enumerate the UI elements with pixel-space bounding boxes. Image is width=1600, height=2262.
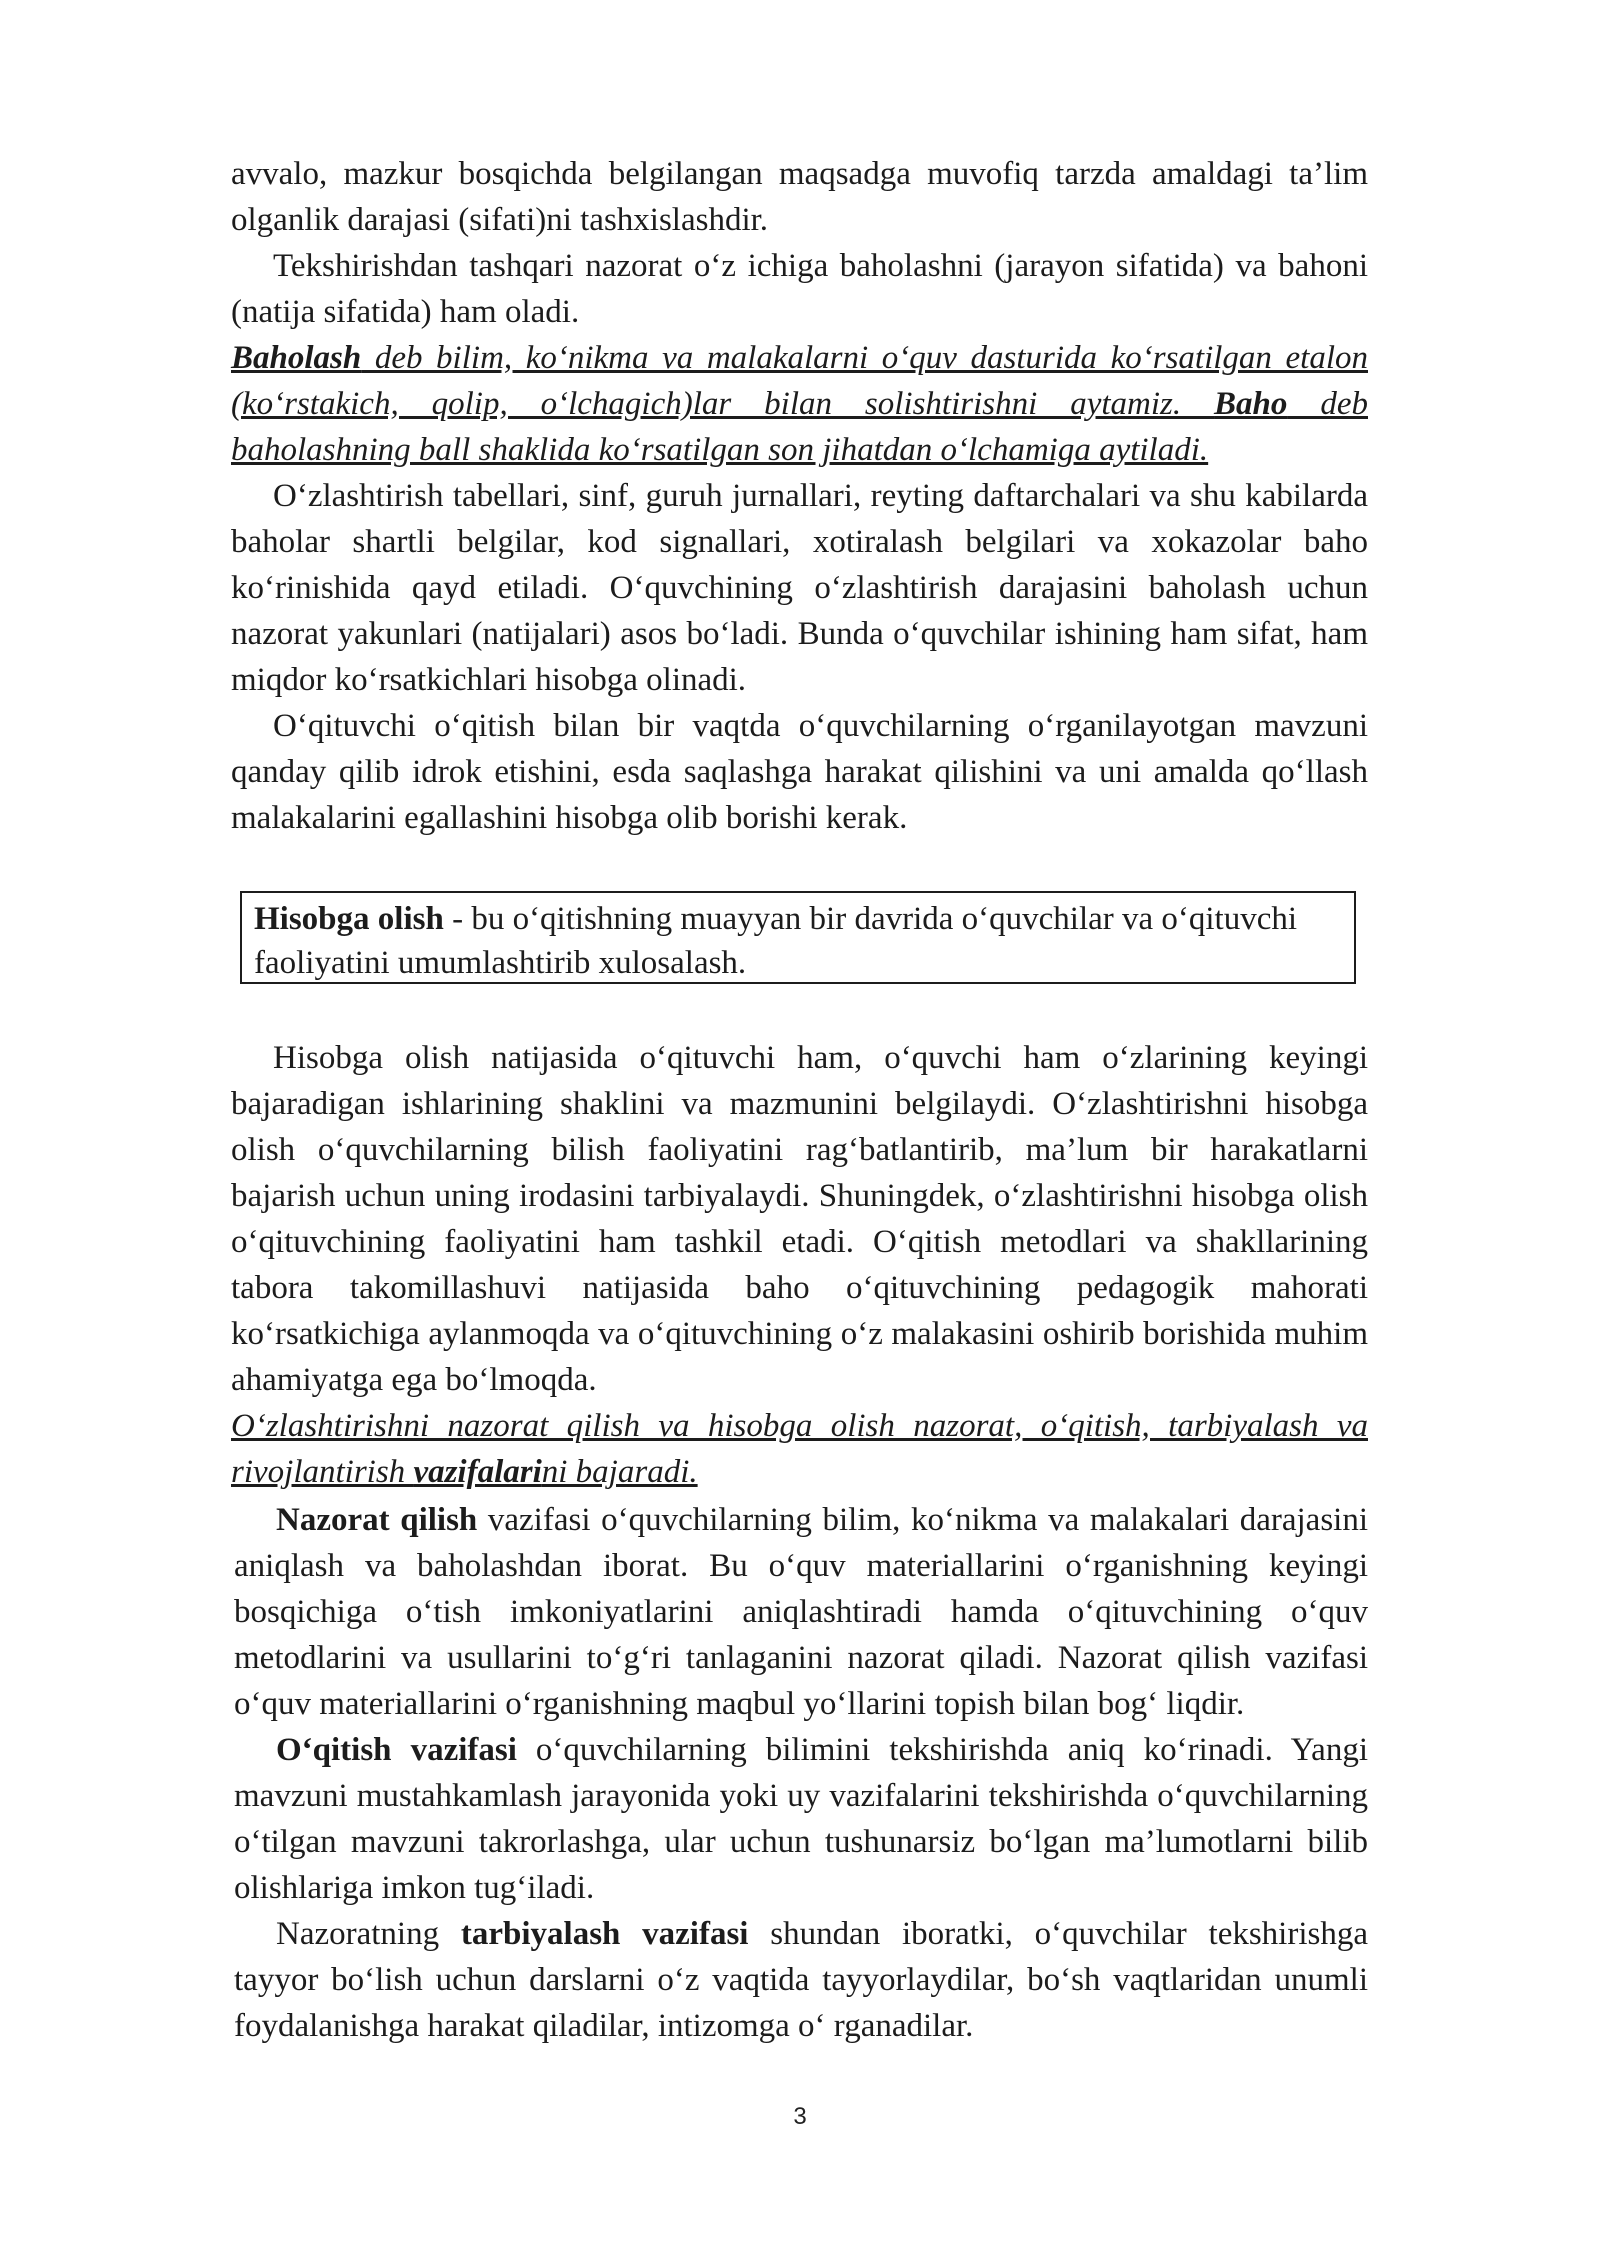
term-nazorat-qilish: Nazorat qilish (276, 1502, 478, 1538)
definition-term-baho: Baho (1214, 386, 1288, 422)
paragraph-2: Tekshirishdan tashqari nazorat o‘z ichiga baholashni (jarayon sifatida) va bahoni (natija sifatida) ham oladi. (231, 248, 1368, 330)
paragraph-6 (234, 1497, 1368, 1727)
functions-summary-text-1: O‘zlashtirishni nazorat qilish va hisobga olish nazorat, o‘qitish, tarbiyalash va rivojlantirish (231, 1408, 1368, 1490)
text-block-bottom (234, 1497, 1368, 2049)
functions-summary-text-2: ni bajaradi. (541, 1454, 698, 1490)
definition-box (240, 891, 1356, 984)
paragraph-1: avvalo, mazkur bosqichda belgilangan maqsadga muvofiq tarzda amaldagi ta’lim olganlik darajasi (sifati)ni tashxislashdir. (231, 156, 1368, 238)
definition-text-baho: deb baholashning ball shaklida ko‘rsatilgan son jihatdan o‘lchamiga aytiladi. (231, 386, 1368, 468)
term-oqitish-vazifasi: O‘qitish vazifasi (276, 1732, 517, 1768)
paragraph-8-prefix: Nazoratning (276, 1916, 461, 1952)
definition-box-text: - bu o‘qitishning muayyan bir davrida o‘quvchilar va o‘qituvchi faoliyatini umumlashtirib xulosalash. (254, 901, 1298, 981)
paragraph-3: O‘zlashtirish tabellari, sinf, guruh jurnallari, reyting daftarchalari va shu kabilarda baholar shartli belgilar, kod signallari, xotiralash belgilari va xokazolar baho ko‘rinishida qayd etiladi. O‘quvchining o‘zlashtirish darajasini baholash uchun nazorat yakunlari (natijalari) asos bo‘ladi. Bunda o‘quvchilar ishining ham sifat, ham miqdor ko‘rsatkichlari hisobga olinadi. (231, 478, 1368, 698)
term-tarbiyalash-vazifasi: tarbiyalash vazifasi (460, 1916, 749, 1952)
paragraph-5: Hisobga olish natijasida o‘qituvchi ham, o‘quvchi ham o‘zlarining keyingi bajaradigan ishlarining shaklini va mazmunini belgilaydi. O‘zlashtirishni hisobga olish o‘quvchilarning bilish faoliyatini rag‘batlantirib, ma’lum bir harakatlarni bajarish uchun uning irodasini tarbiyalaydi. Shuningdek, o‘zlashtirishni hisobga olish o‘qituvchining faoliyatini ham tashkil etadi. O‘qitish metodlari va shakllarining tabora takomillashuvi natijasida baho o‘qituvchining pedagogik mahorati ko‘rsatkichiga aylanmoqda va o‘qituvchining o‘z malakasini oshirib borishida muhim ahamiyatga ega bo‘lmoqda. (231, 1040, 1368, 1398)
paragraph-8-text: shundan iboratki, o‘quvchilar tekshirishga tayyor bo‘lish uchun darslarni o‘z vaqtida tayyorlaydilar, bo‘sh vaqtlaridan unumli foydalanishga harakat qiladilar, intizomga o‘ rganadilar. (234, 1916, 1368, 2044)
text-block-top (231, 151, 1368, 841)
definition-underlined-text (231, 340, 1368, 468)
functions-summary-paragraph (231, 1403, 1368, 1495)
definition-box-term: Hisobga olish (254, 901, 444, 937)
definition-paragraph (231, 335, 1368, 473)
functions-summary-bold: vazifalari (413, 1454, 542, 1490)
paragraph-8 (234, 1911, 1368, 2049)
paragraph-4: O‘qituvchi o‘qitish bilan bir vaqtda o‘quvchilarning o‘rganilayotgan mavzuni qanday qilib idrok etishini, esda saqlashga harakat qilishini va uni amalda qo‘llash malakalarini egallashini hisobga olib borishi kerak. (231, 708, 1368, 836)
definition-term-baholash: Baholash (231, 340, 362, 376)
page-number: 3 (793, 2103, 807, 2130)
paragraph-7-text: o‘quvchilarning bilimini tekshirishda aniq ko‘rinadi. Yangi mavzuni mustahkamlash jarayonida yoki uy vazifalarini tekshirishda o‘quvchilarning o‘tilgan mavzuni takrorlashga, ular uchun tushunarsiz bo‘lgan ma’lumotlarni bilib olishlariga imkon tug‘iladi. (234, 1732, 1368, 1906)
definition-text-baholash: deb bilim, ko‘nikma va malakalarni o‘quv dasturida ko‘rsatilgan etalon (ko‘rstakich, qolip, o‘lchagich)lar bilan solishtirishni aytamiz. (231, 340, 1368, 422)
paragraph-7 (234, 1727, 1368, 1911)
paragraph-6-text: vazifasi o‘quvchilarning bilim, ko‘nikma va malakalari darajasini aniqlash va baholashdan iborat. Bu o‘quv materiallarini o‘rganishning keyingi bosqichiga o‘tish imkoniyatlarini aniqlashtiradi hamda o‘qituvchining o‘quv metodlarini va usullarini to‘g‘ri tanlaganini nazorat qiladi. Nazorat qilish vazifasi o‘quv materiallarini o‘rganishning maqbul yo‘llarini topish bilan bog‘ liqdir. (234, 1502, 1368, 1722)
text-block-middle (231, 1035, 1368, 1495)
functions-summary-underlined (231, 1408, 1368, 1490)
